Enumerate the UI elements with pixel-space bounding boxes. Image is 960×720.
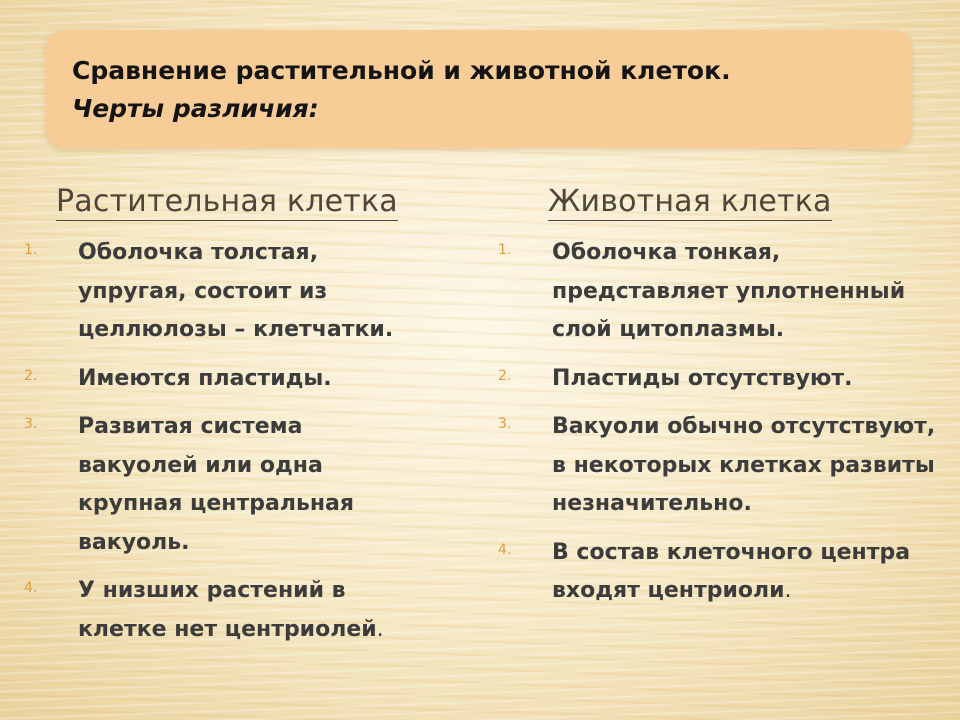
item-number: 3.	[24, 416, 38, 432]
item-text: Оболочка толстая, упругая, состоит из целлюлозы – клетчатки.	[78, 240, 394, 342]
item-number: 2.	[24, 367, 38, 384]
list-item	[498, 408, 948, 524]
item-text: В состав клеточного центра входят центриоли.	[552, 539, 911, 603]
plant-cell-list	[24, 234, 424, 659]
item-number: 4.	[498, 541, 512, 558]
item-number: 1.	[24, 242, 38, 258]
list-item	[498, 534, 948, 611]
item-number: 1.	[498, 242, 512, 258]
animal-cell-heading: Животная клетка	[548, 184, 832, 219]
list-item	[498, 360, 948, 399]
item-number: 3.	[498, 416, 512, 432]
list-item	[24, 360, 424, 399]
item-text: У низших растений в клетке нет центриолей.	[78, 578, 384, 642]
title-box	[46, 30, 912, 148]
item-text: Оболочка тонкая, представляет уплотненный слой цитоплазмы.	[552, 240, 906, 342]
slide-subtitle: Черты различия:	[72, 94, 319, 123]
slide-title: Сравнение растительной и животной клеток.	[72, 56, 731, 85]
item-text: Вакуоли обычно отсутствуют, в некоторых клетках развиты незначительно.	[552, 414, 936, 516]
list-item	[24, 234, 424, 350]
animal-cell-list	[498, 234, 948, 621]
item-text: Имеются пластиды.	[78, 365, 332, 391]
list-item	[24, 408, 424, 562]
list-item	[24, 572, 424, 649]
item-text: Развитая система вакуолей или одна крупная центральная вакуоль.	[78, 414, 355, 555]
item-number: 4.	[24, 580, 38, 596]
item-text: Пластиды отсутствуют.	[552, 365, 853, 391]
item-number: 2.	[498, 367, 512, 384]
list-item	[498, 234, 948, 350]
plant-cell-heading: Растительная клетка	[56, 184, 398, 219]
